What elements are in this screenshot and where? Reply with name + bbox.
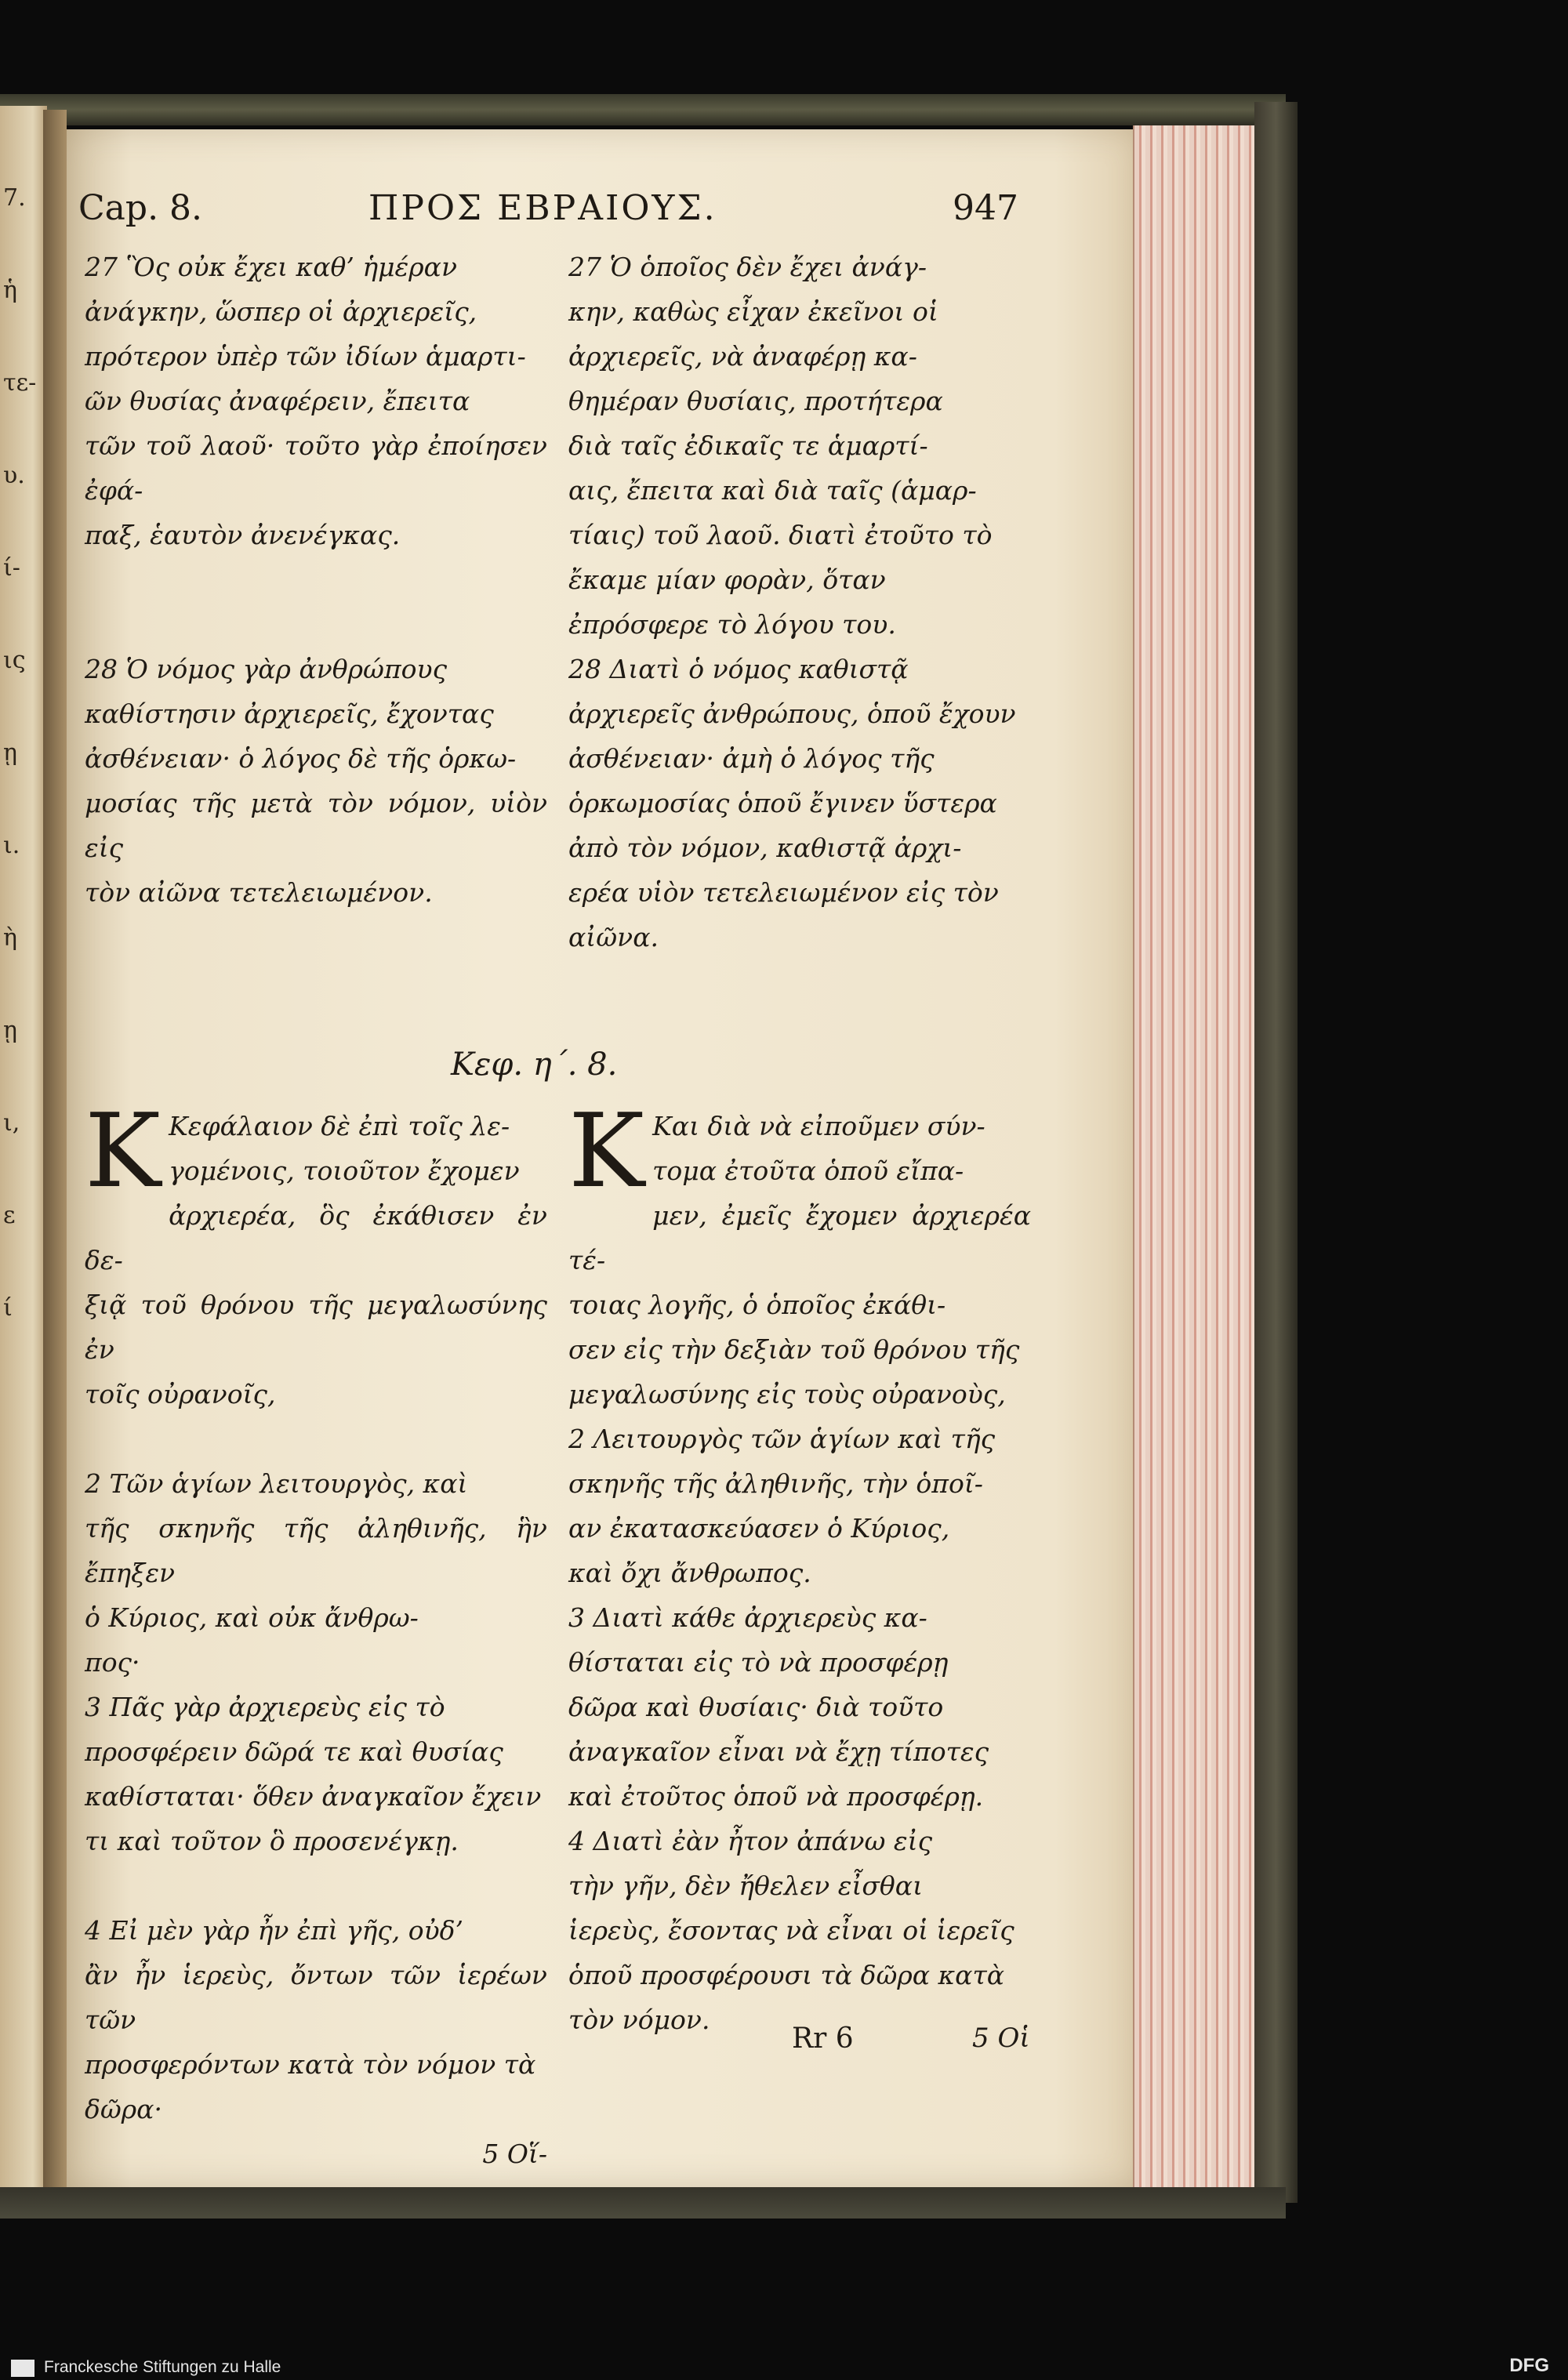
signature-mark: Rr 6 — [792, 2023, 854, 2055]
text-line: θίσταται εἰς τὸ νὰ προσφέρῃ — [568, 1647, 949, 1678]
left-verse-27 — [85, 245, 547, 557]
book-gutter — [43, 110, 67, 2203]
text-line: τῆς σκηνῆς τῆς ἀληθινῆς, ἣν ἔπηξεν — [85, 1513, 547, 1588]
text-line: ἀνάγκην, ὥσπερ οἱ ἀρχιερεῖς, — [85, 296, 477, 327]
text-line: σεν εἰς τὴν δεξιὰν τοῦ θρόνου τῆς — [568, 1334, 1020, 1365]
text-line: 4 Εἰ μὲν γὰρ ἦν ἐπὶ γῆς, οὐδ’ — [85, 1915, 463, 1946]
text-line: ἀσθένειαν· ἀμὴ ὁ λόγος τῆς — [568, 743, 935, 774]
text-line: κην, καθὼς εἶχαν ἐκεῖνοι οἱ — [568, 296, 938, 327]
text-line: τι καὶ τοῦτον ὃ προσενέγκῃ. — [85, 1826, 459, 1856]
left-page-fragment: ε — [3, 1202, 16, 1229]
text-line: καὶ ὄχι ἄνθρωπος. — [568, 1558, 811, 1588]
text-line: ἐπρόσφερε τὸ λόγου του. — [568, 609, 896, 640]
left-page-fragment: 7. — [3, 184, 26, 212]
right-verse-28 — [568, 647, 1031, 960]
text-line: ἂν ἦν ἱερεὺς, ὄντων τῶν ἱερέων τῶν — [85, 1960, 547, 2035]
text-line: τὸν νόμον. — [568, 2004, 710, 2035]
left-verse-28 — [85, 647, 547, 915]
right-verse-27 — [568, 245, 1031, 647]
text-line: προσφέρειν δῶρά τε καὶ θυσίας — [85, 1736, 503, 1767]
text-line: γομένοις, τοιοῦτον ἔχομεν — [169, 1156, 520, 1186]
left-verse-3 — [85, 1685, 547, 1863]
drop-cap-right: K — [568, 1091, 645, 1210]
text-line: δῶρα· — [85, 2094, 162, 2124]
left-verse-2 — [85, 1461, 547, 1685]
text-line: ξιᾷ τοῦ θρόνου τῆς μεγαλωσύνης ἐν — [85, 1290, 547, 1365]
text-line: τομα ἐτοῦτα ὁποῦ εἴπα- — [652, 1156, 964, 1186]
left-verse-4 — [85, 1908, 547, 2131]
text-line: 27 Ὃς οὐκ ἔχει καθ’ ἡμέραν — [85, 252, 458, 282]
text-line: 3 Διατὶ κάθε ἀρχιερεὺς κα- — [568, 1602, 927, 1633]
text-line: ἀναγκαῖον εἶναι νὰ ἔχῃ τίποτες — [568, 1736, 989, 1767]
text-line: ἀρχιερεῖς, νὰ ἀναφέρῃ κα- — [568, 341, 917, 372]
text-line: καθίσταται· ὅθεν ἀναγκαῖον ἔχειν — [85, 1781, 542, 1812]
text-line: σκηνῆς τῆς ἀληθινῆς, τὴν ὁποῖ- — [568, 1468, 983, 1499]
text-line: ὁ Κύριος, καὶ οὐκ ἄνθρω- — [85, 1602, 419, 1633]
text-line: Κεφάλαιον δὲ ἐπὶ τοῖς λε- — [169, 1111, 510, 1141]
text-line: 2 Τῶν ἁγίων λειτουργὸς, καὶ — [85, 1468, 468, 1499]
text-line: 2 Λειτουργὸς τῶν ἁγίων καὶ τῆς — [568, 1424, 996, 1454]
right-verse-4 — [568, 1819, 1031, 2042]
running-head-title: ΠΡΟΣ ΕΒΡΑΙΟΥΣ. — [368, 188, 717, 228]
right-verse-3 — [568, 1595, 1031, 1819]
text-line: παξ, ἑαυτὸν ἀνενέγκας. — [85, 520, 401, 550]
text-line: ἀρχιερέα, ὃς ἐκάθισεν ἐν δε- — [85, 1200, 547, 1275]
text-line: αις, ἔπειτα καὶ διὰ ταῖς (ἁμαρ- — [568, 475, 977, 506]
right-column-top — [568, 245, 1031, 960]
text-line: προσφερόντων κατὰ τὸν νόμον τὰ — [85, 2049, 536, 2080]
text-line: 3 Πᾶς γὰρ ἀρχιερεὺς εἰς τὸ — [85, 1692, 445, 1722]
text-line: μεν, ἐμεῖς ἔχομεν ἀρχιερέα τέ- — [568, 1200, 1031, 1275]
text-line: θημέραν θυσίαις, προτήτερα — [568, 386, 943, 416]
right-verse-1 — [568, 1091, 1031, 1417]
left-page-fragment: ι. — [3, 832, 20, 859]
text-line: μοσίας τῆς μετὰ τὸν νόμον, υἱὸν εἰς — [85, 788, 547, 863]
cover-right-edge — [1254, 102, 1298, 2203]
left-page-fragment: ἡ — [3, 277, 17, 304]
text-line: 4 Διατὶ ἐὰν ἦτον ἀπάνω εἰς — [568, 1826, 933, 1856]
right-column-bottom — [568, 1091, 1031, 2042]
chapter-heading: Κεφ. η΄. 8. — [451, 1047, 618, 1083]
text-line: καὶ ἐτοῦτος ὁποῦ νὰ προσφέρῃ. — [568, 1781, 984, 1812]
cover-top-edge — [0, 94, 1286, 125]
text-line: ὁποῦ προσφέρουσι τὰ δῶρα κατὰ — [568, 1960, 1005, 1990]
text-line: ἱερεὺς, ἔσοντας νὰ εἶναι οἱ ἱερεῖς — [568, 1915, 1014, 1946]
left-column-top — [85, 245, 547, 915]
left-page-fragment: τε- — [3, 369, 37, 397]
text-line: τοῖς οὐρανοῖς, — [85, 1379, 276, 1409]
left-page-fragment: υ. — [3, 462, 25, 489]
right-verse-2 — [568, 1417, 1031, 1595]
left-page-edge — [0, 106, 47, 2207]
text-line: τοιας λογῆς, ὁ ὁποῖος ἐκάθι- — [568, 1290, 946, 1320]
text-line: ὁρκωμοσίας ὁποῦ ἔγινεν ὕστερα — [568, 788, 997, 818]
text-line: αν ἐκατασκεύασεν ὁ Κύριος, — [568, 1513, 950, 1544]
left-column-bottom — [85, 1091, 547, 2176]
right-catchword: 5 Οἱ — [972, 2023, 1030, 2054]
text-line: αἰῶνα. — [568, 922, 659, 952]
left-page-fragment: ί — [3, 1294, 13, 1322]
left-page-fragment: ῃ — [3, 1017, 17, 1044]
text-line: τῶν τοῦ λαοῦ· τοῦτο γὰρ ἐποίησεν ἐφά- — [85, 430, 547, 506]
drop-cap-left: K — [85, 1091, 162, 1210]
left-page-fragment: ὴ — [3, 924, 17, 952]
text-line: ἔκαμε μίαν φορὰν, ὅταν — [568, 564, 886, 595]
text-line: Και διὰ νὰ εἰποῦμεν σύν- — [652, 1111, 985, 1141]
text-line: τὸν αἰῶνα τετελειωμένον. — [85, 877, 433, 908]
text-line: ῶν θυσίας ἀναφέρειν, ἔπειτα — [85, 386, 470, 416]
left-page-fragment: ις — [3, 647, 26, 674]
left-page-fragment: ι, — [3, 1109, 20, 1137]
footer-dfg-logo: DFG — [1509, 2355, 1549, 2376]
text-line: ερέα υἱὸν τετελειωμένον εἰς τὸν — [568, 877, 999, 908]
text-line: τίαις) τοῦ λαοῦ. διατὶ ἐτοῦτο τὸ — [568, 520, 993, 550]
text-line: πος· — [85, 1647, 140, 1678]
text-line: μεγαλωσύνης εἰς τοὺς οὐρανοὺς, — [568, 1379, 1006, 1409]
text-line: καθίστησιν ἀρχιερεῖς, ἔχοντας — [85, 698, 494, 729]
text-line: 28 Διατὶ ὁ νόμος καθιστᾷ — [568, 654, 909, 684]
left-page-fragment: ῃ — [3, 739, 17, 767]
text-line: 27 Ὁ ὁποῖος δὲν ἔχει ἀνάγ- — [568, 252, 927, 282]
text-line: ἀσθένειαν· ὁ λόγος δὲ τῆς ὁρκω- — [85, 743, 517, 774]
text-line: ἀπὸ τὸν νόμον, καθιστᾷ ἀρχι- — [568, 833, 962, 863]
left-page-text-fragments — [0, 106, 47, 2207]
text-line: δῶρα καὶ θυσίαις· διὰ τοῦτο — [568, 1692, 944, 1722]
institution-logo-icon — [11, 2360, 34, 2377]
text-line: 28 Ὁ νόμος γὰρ ἀνθρώπους — [85, 654, 448, 684]
footer-institution: Franckesche Stiftungen zu Halle — [44, 2358, 281, 2376]
cover-bottom-edge — [0, 2187, 1286, 2219]
left-catchword: 5 Οἵ- — [482, 2139, 547, 2169]
text-line: ἀρχιερεῖς ἀνθρώπους, ὁποῦ ἔχουν — [568, 698, 1016, 729]
text-line: τὴν γῆν, δὲν ἤθελεν εἶσθαι — [568, 1870, 924, 1901]
running-head-chapter: Cap. 8. — [78, 188, 203, 228]
page-edges — [1133, 125, 1264, 2187]
page-number: 947 — [953, 188, 1018, 228]
left-page-fragment: ί- — [3, 554, 20, 582]
text-line: πρότερον ὑπὲρ τῶν ἰδίων ἁμαρτι- — [85, 341, 526, 372]
left-verse-1 — [85, 1091, 547, 1417]
text-line: διὰ ταῖς ἐδικαῖς τε ἁμαρτί- — [568, 430, 928, 461]
